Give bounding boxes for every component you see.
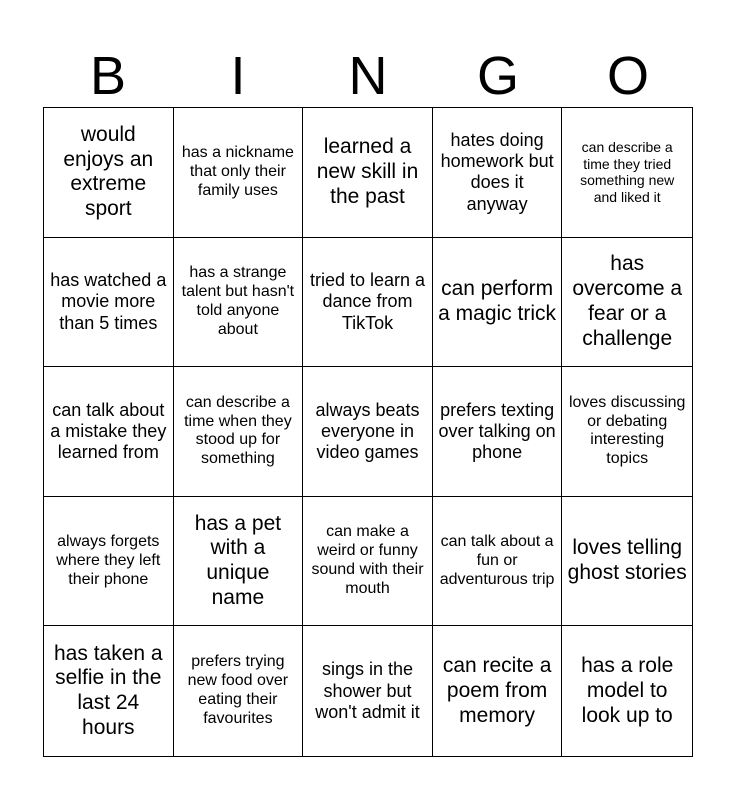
header-letter-n: N — [348, 46, 388, 106]
bingo-cell-1-4[interactable]: hates doing homework but does it anyway — [433, 108, 563, 238]
bingo-cell-4-2[interactable]: has a pet with a unique name — [174, 497, 304, 627]
bingo-cell-1-5[interactable]: can describe a time they tried something new and liked it — [562, 108, 692, 238]
bingo-cell-4-5[interactable]: loves telling ghost stories — [562, 497, 692, 627]
bingo-cell-5-2[interactable]: prefers trying new food over eating their favourites — [174, 626, 304, 756]
bingo-grid — [43, 107, 693, 757]
bingo-cell-2-2[interactable]: has a strange talent but hasn't told anyone about — [174, 238, 304, 368]
bingo-cell-2-5[interactable]: has overcome a fear or a challenge — [562, 238, 692, 368]
bingo-cell-1-2[interactable]: has a nickname that only their family uses — [174, 108, 304, 238]
bingo-cell-5-1[interactable]: has taken a selfie in the last 24 hours — [44, 626, 174, 756]
bingo-header — [43, 44, 693, 108]
bingo-cell-4-3[interactable]: can make a weird or funny sound with their mouth — [303, 497, 433, 627]
bingo-cell-2-4[interactable]: can perform a magic trick — [433, 238, 563, 368]
bingo-cell-2-1[interactable]: has watched a movie more than 5 times — [44, 238, 174, 368]
bingo-cell-4-1[interactable]: always forgets where they left their phone — [44, 497, 174, 627]
header-letter-i: I — [230, 46, 246, 106]
bingo-cell-3-2[interactable]: can describe a time when they stood up for something — [174, 367, 304, 497]
bingo-cell-5-3[interactable]: sings in the shower but won't admit it — [303, 626, 433, 756]
bingo-cell-1-3[interactable]: learned a new skill in the past — [303, 108, 433, 238]
header-letter-g: G — [476, 46, 519, 106]
header-letter-b: B — [89, 46, 127, 106]
bingo-cell-3-1[interactable]: can talk about a mistake they learned from — [44, 367, 174, 497]
bingo-cell-3-5[interactable]: loves discussing or debating interesting topics — [562, 367, 692, 497]
bingo-cell-2-3[interactable]: tried to learn a dance from TikTok — [303, 238, 433, 368]
bingo-cell-5-4[interactable]: can recite a poem from memory — [433, 626, 563, 756]
bingo-cell-1-1[interactable]: would enjoys an extreme sport — [44, 108, 174, 238]
bingo-cell-3-4[interactable]: prefers texting over talking on phone — [433, 367, 563, 497]
bingo-cell-4-4[interactable]: can talk about a fun or adventurous trip — [433, 497, 563, 627]
header-letter-o: O — [606, 46, 649, 106]
bingo-cell-3-3[interactable]: always beats everyone in video games — [303, 367, 433, 497]
bingo-cell-5-5[interactable]: has a role model to look up to — [581, 654, 674, 727]
